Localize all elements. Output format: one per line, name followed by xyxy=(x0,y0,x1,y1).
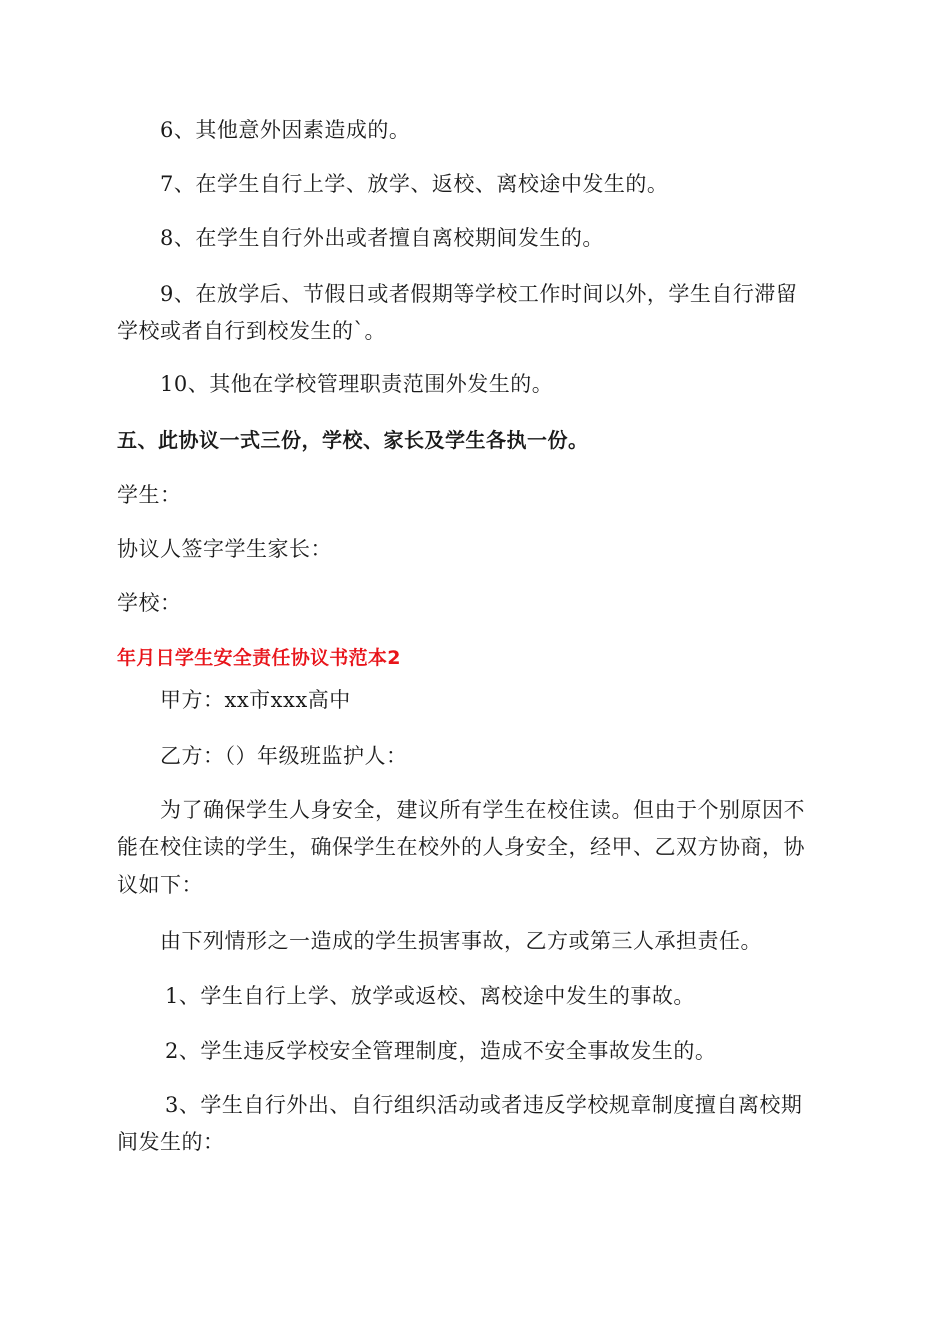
numbered-item-3-line2: 间发生的： xyxy=(117,1130,225,1154)
signature-parent: 协议人签字学生家长： xyxy=(117,537,332,561)
section-heading: 年月日学生安全责任协议书范本2 xyxy=(117,647,401,669)
party-b: 乙方：（）年级班监护人： xyxy=(160,744,408,768)
numbered-item-1: 1、学生自行上学、放学或返校、离校途中发生的事故。 xyxy=(165,984,695,1008)
intro-line-3: 议如下： xyxy=(117,873,203,897)
list-item-6: 6、其他意外因素造成的。 xyxy=(160,118,411,142)
responsibility-statement: 由下列情形之一造成的学生损害事故，乙方或第三人承担责任。 xyxy=(160,929,762,953)
intro-line-2: 能在校住读的学生，确保学生在校外的人身安全，经甲、乙双方协商，协 xyxy=(117,835,805,859)
party-a: 甲方：xx市xxx高中 xyxy=(160,688,351,712)
numbered-item-3-line1: 3、学生自行外出、自行组织活动或者违反学校规章制度擅自离校期 xyxy=(165,1093,803,1117)
list-item-7: 7、在学生自行上学、放学、返校、离校途中发生的。 xyxy=(160,172,669,196)
list-item-9-line2: 学校或者自行到校发生的`。 xyxy=(117,319,386,343)
signature-school: 学校： xyxy=(117,591,182,615)
signature-student: 学生： xyxy=(117,483,182,507)
intro-line-1: 为了确保学生人身安全，建议所有学生在校住读。但由于个别原因不 xyxy=(160,798,805,822)
list-item-10: 10、其他在学校管理职责范围外发生的。 xyxy=(160,372,554,396)
numbered-item-2: 2、学生违反学校安全管理制度，造成不安全事故发生的。 xyxy=(165,1039,717,1063)
list-item-8: 8、在学生自行外出或者擅自离校期间发生的。 xyxy=(160,226,604,250)
list-item-9-line1: 9、在放学后、节假日或者假期等学校工作时间以外，学生自行滞留 xyxy=(160,282,798,306)
clause-five: 五、此协议一式三份，学校、家长及学生各执一份。 xyxy=(117,428,589,452)
